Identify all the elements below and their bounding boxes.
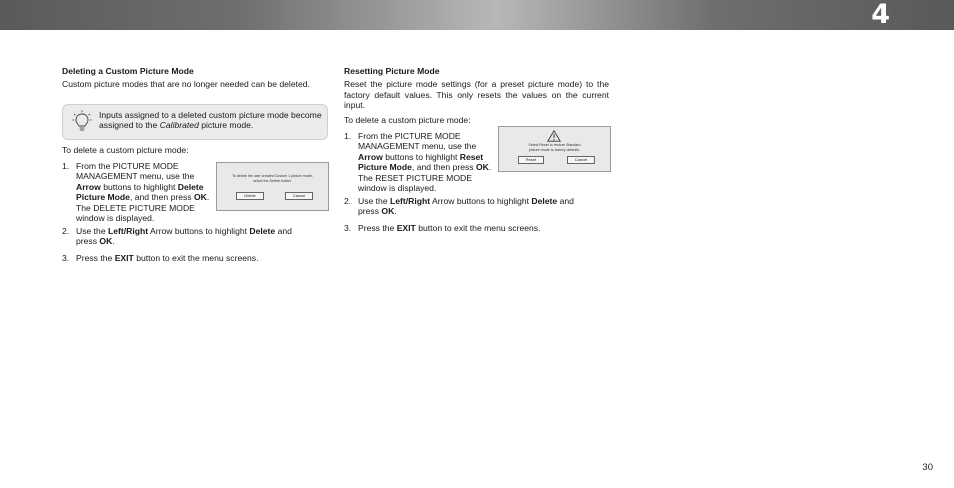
page-number: 30 xyxy=(922,462,933,473)
section-intro-reset: Reset the picture mode settings (for a preset picture mode) to the factory default values. This only resets the values on the current input. xyxy=(344,79,609,111)
section-heading-reset: Resetting Picture Mode xyxy=(344,66,440,76)
dialog-message: Select Reset to restore Standard picture mode to factory defaults. xyxy=(528,143,581,152)
cancel-button[interactable]: Cancel xyxy=(567,156,595,164)
reset-picture-mode-dialog xyxy=(498,126,611,172)
chapter-number: 4 xyxy=(871,0,890,30)
warning-icon xyxy=(547,130,561,142)
instructions-lead-right: To delete a custom picture mode: xyxy=(344,115,471,125)
section-heading-delete: Deleting a Custom Picture Mode xyxy=(62,66,194,76)
note-text: Inputs assigned to a deleted custom picture mode become assigned to the Calibrated picture mode. xyxy=(99,110,322,131)
cancel-button[interactable]: Cancel xyxy=(285,192,313,200)
section-intro-delete: Custom picture modes that are no longer needed can be deleted. xyxy=(62,79,310,90)
instructions-lead-left: To delete a custom picture mode: xyxy=(62,145,189,155)
chapter-header-bar xyxy=(0,0,954,30)
lightbulb-icon xyxy=(72,110,92,134)
delete-picture-mode-dialog xyxy=(216,162,329,211)
delete-button[interactable]: Delete xyxy=(236,192,264,200)
reset-button[interactable]: Reset xyxy=(518,156,544,164)
right-column xyxy=(344,66,609,111)
note-box xyxy=(62,104,328,140)
left-column xyxy=(62,66,326,90)
dialog-message: To delete the user created Custom 1 picture mode, select the Delete button. xyxy=(232,174,313,183)
